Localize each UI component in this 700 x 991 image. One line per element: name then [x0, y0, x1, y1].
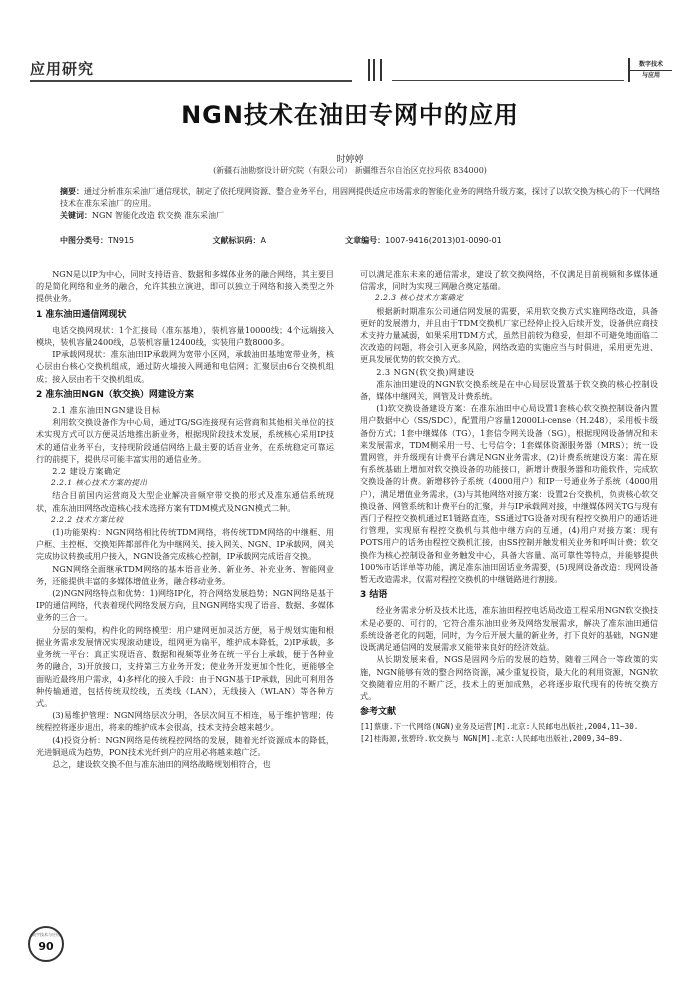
header-rule-right — [392, 80, 624, 81]
paragraph: 可以满足准东未来的通信需求，建设了软交换网络，不仅满足目前视频和多媒体通信需求，同时为实现三网融合奠定基础。 — [360, 269, 658, 292]
paragraph: (4)投资分析：NGN网络是传统程控网络的发展，随着光纤资源成本的降低，光进铜退成为趋势，PON技术光纤到户的应用必将越来越广泛。 — [36, 734, 334, 757]
page-number: 90 — [38, 940, 54, 953]
paragraph: (1)功能架构：NGN网络相比传统TDM网络，将传统TDM网络的中继框、用户框、主控框、交换矩阵都部件化为中继网关、接入网关、NGN、IP承载网，网关完成协议转换或用户接入，NGN设备完成核心控制，IP承载网完成语音交换。 — [36, 527, 334, 562]
heading-2-2-3: 2.2.3 核心技术方案确定 — [375, 293, 464, 303]
paragraph: 根据新时期准东公司通信网发展的需要，采用软交换方式实施网络改造，具备更好的发展潜力，并且由于TDM交换机厂家已经停止投入后续开发，设备供应商技术支持力量减弱，如果采用TDM方式，虽然目前较为稳妥，但却不可避免地面临二次改造的问题，将会引入更多风险，网络改造的实施应当与时俱进，采用更先进、更具发展优势的软交换方式。 — [360, 305, 658, 365]
clc-value: TN915 — [108, 236, 135, 245]
paragraph: NGN网络全面继承TDM网络的基本语音业务、新业务、补充业务、智能网业务，还能提供丰富的多媒体增值业务，融合移动业务。 — [36, 563, 334, 586]
heading-2-3: 2.3 NGN(软交换)网建设 — [376, 366, 475, 377]
clc-label: 中图分类号： — [60, 236, 108, 245]
header-ornament — [366, 59, 386, 81]
heading-2-2-2: 2.2.2 技术方案比较 — [51, 514, 124, 524]
paragraph: 总之，建设软交换不但与准东油田的网络战略规划相符合，也 — [52, 758, 271, 769]
references-heading: 参考文献 — [360, 707, 397, 718]
page-number-medallion — [28, 926, 64, 962]
section-title: 应用研究 — [30, 60, 95, 78]
paragraph: 准东油田建设的NGN软交换系统是在中心局层设置基于软交换的核心控制设备，媒体中继网关，网管及计费系统。 — [360, 378, 658, 402]
heading-2: 2 准东油田NGN（软交换）网建设方案 — [36, 389, 194, 400]
heading-1: 1 准东油田通信网现状 — [36, 309, 127, 320]
reference-item: [1]蔡康.下一代网络(NGN)业务及运营[M].北京:人民邮电出版社,2004,11~30. — [360, 722, 639, 732]
article-no-value: 1007-9416(2013)01-0090-01 — [385, 236, 502, 245]
paragraph: (1)软交换设备建设方案：在准东油田中心局设置1套核心软交换控制设备内置用户数据中心（SS/SDC），配置用户容量12000Li-cense（H.248），采用板卡级备份方式；1套中继媒体（TG），1套信令网关设备（SG），根据现网设备情况和未来发展需求，TDM侧采用一号、七号信令；1套媒体资源服务器（MRS）；统一设置网管，并升级现有计费平台满足NGN业务需求，(2)计费系统建设方案：需在原有系统基础上增加对软交换设备的功能接口，新增计费服务器和功能软件，完成软交换设备的计费。新增移钤子系统（4000用户）和IP一号通业务子系统（4000用户），满足增值业务需求，(3)与其他网络对接方案：设置2台交换机，负责核心软交换设备、网管系统和计费平台的汇聚，并与IP承载网对接，中继媒体网关TG与现有西门子程控交换机通过E1链路直连，SS通过TG设备对现有程控交换用户的通话进行管理，实现原有程控交换机与其他中继方向的互通，(4)用户对接方案：现有POTS用户的话务由程控交换机汇接，由SS控制并触发相关业务和呼叫计费；软交换作为核心控制设备和业务触发中心，具备大容量、高可靠性等特点，并能够提供100%市话详单等功能，满足准东油田固话业务需要，(5)现网设备改造：现网设备暂无改造需求，仅需对程控交换机的中继链路进行割接。 — [360, 403, 658, 585]
header-rule — [30, 80, 352, 82]
paragraph: 结合目前国内运营商及大型企业解决音频窄带交换的形式及准东通信系统现状，准东油田网络改造核心技术选择方案有TDM模式及NGN模式二种。 — [36, 490, 334, 513]
paragraph: 分层的架构，构件化的网络模型：用户建网更加灵活方便，易于规划实施和根据业务需求发展情况实现滚动建设，组网更为扁平，维护成本降低，2)IP承载，多业务统一平台：真正实现语音、数据和视频等业务在统一平台上承载，便于各种业务的融合，3)开放接口，支持第三方业务开发；使业务开发更加个性化，更能够全面贴近最终用户需求，4)多样化的接入手段：由于NGN基于IP承载，因此可利用各种传输通道，包括传统双绞线，五类线（LAN），无线接入（WLAN）等各种方式。 — [36, 624, 334, 708]
journal-badge-top: 数字技术 — [630, 60, 672, 71]
medallion-text: 数字技术与应用 — [32, 932, 60, 937]
page-header — [30, 58, 670, 82]
paragraph: (3)易维护管理：NGN网络层次分明，各层次间互不相连，易于维护管理；传统程控将逐步退出，将来的维护成本会很高，技术支持会越来越少。 — [36, 710, 334, 733]
doc-code-label: 文献标识码： — [212, 236, 261, 245]
abstract-label: 摘要： — [60, 187, 84, 196]
paragraph: 利用软交换设备作为中心局，通过TG/SG连接现有运营商和其他相关单位的技术实现方式可以方便灵活地推出新业务，根据现阶段技术发展，系统核心采用IP技术的通信业务平台，支持现阶段通信网络上最主要的话音业务，在系统稳定可靠运行的前提下，提供尽可能丰富实用的通信业务。 — [36, 417, 334, 464]
heading-2-1: 2.1 准东油田NGN建设目标 — [52, 405, 161, 416]
keywords-label: 关键词： — [60, 211, 92, 220]
classification-line — [60, 235, 664, 246]
paragraph: 从长期发展来看，NGS是固网今后的发展的趋势，随着三网合一等政策的实施，NGN能够有效的整合网络资源，减少重复投资，最大化的利用资源，NGN软交换随着应用的不断广泛，技术上的更加成熟，必将逐步取代现有的传统交换方式。 — [360, 654, 658, 701]
journal-badge — [628, 58, 672, 82]
reference-item: [2]桂海源,张碧玲.软交换与 NGN[M].北京:人民邮电出版社,2009,34~89. — [360, 734, 624, 744]
keywords-text: NGN 智能化改造 软交换 准东采油厂 — [92, 211, 225, 220]
article-title: NGN技术在油田专网中的应用 — [181, 101, 519, 129]
paragraph: 电话交换网现状：1个汇接局（准东基地），装机容量10000线；4个远端接入模块，装机容量2400线，总装机容量12400线，实装用户数8000多。 — [36, 324, 334, 348]
heading-3: 3 结语 — [360, 590, 388, 601]
doc-code-value: A — [260, 236, 267, 245]
left-column — [36, 268, 334, 770]
intro-paragraph: NGN是以IP为中心，同时支持语音、数据和多媒体业务的融合网络，其主要目的是简化网络和业务的融合，允许其独立演进，即可以独立于网络和接入类型之外提供业务。 — [36, 269, 334, 304]
article-author: 时婷婷 — [336, 155, 364, 165]
paragraph: IP承载网现状：准东油田IP承载网为宽带小区网，承载油田基地宽带业务，核心层由台核心交换机组成，通过防火墙接入网通和电信网；汇聚层由6台交换机组成；接入层由若干交换机组成。 — [36, 349, 334, 384]
heading-2-2: 2.2 建设方案确定 — [52, 466, 122, 477]
heading-2-2-1: 2.2.1 核心技术方案的提出 — [51, 478, 148, 488]
abstract — [36, 186, 664, 222]
article-affiliation: (新疆石油勘察设计研究院（有限公司） 新疆维吾尔自治区克拉玛依 834000) — [213, 166, 487, 175]
paragraph: 经业务需求分析及技术比选，准东油田程控电话局改造工程采用NGN软交换技术是必要的、可行的，它符合准东油田业务及网络发展需求，解决了准东油田通信系统设备老化的问题，同时，为今后开展大量的新业务，打下良好的基础，NGN建设既满足通信网的发展需求又能带来良好的经济效益。 — [360, 605, 658, 653]
journal-badge-bottom: 与应用 — [641, 72, 660, 79]
paragraph: (2)NGN网络特点和优势：1)网络IP化，符合网络发展趋势；NGN网络是基于IP的通信网络，代表着现代网络发展方向，且NGN网络实现了语音、数据、多媒体业务的三合一。 — [36, 588, 334, 623]
abstract-text: 通过分析准东采油厂通信现状，制定了依托现网资源、整合业务平台，用固网提供适应市场需求的智能化业务的网络升级方案，探讨了以软交换为核心的下一代网络技术在准东采油厂的应用。 — [60, 187, 660, 208]
article-no-label: 文章编号： — [345, 236, 386, 245]
right-column — [360, 268, 658, 745]
